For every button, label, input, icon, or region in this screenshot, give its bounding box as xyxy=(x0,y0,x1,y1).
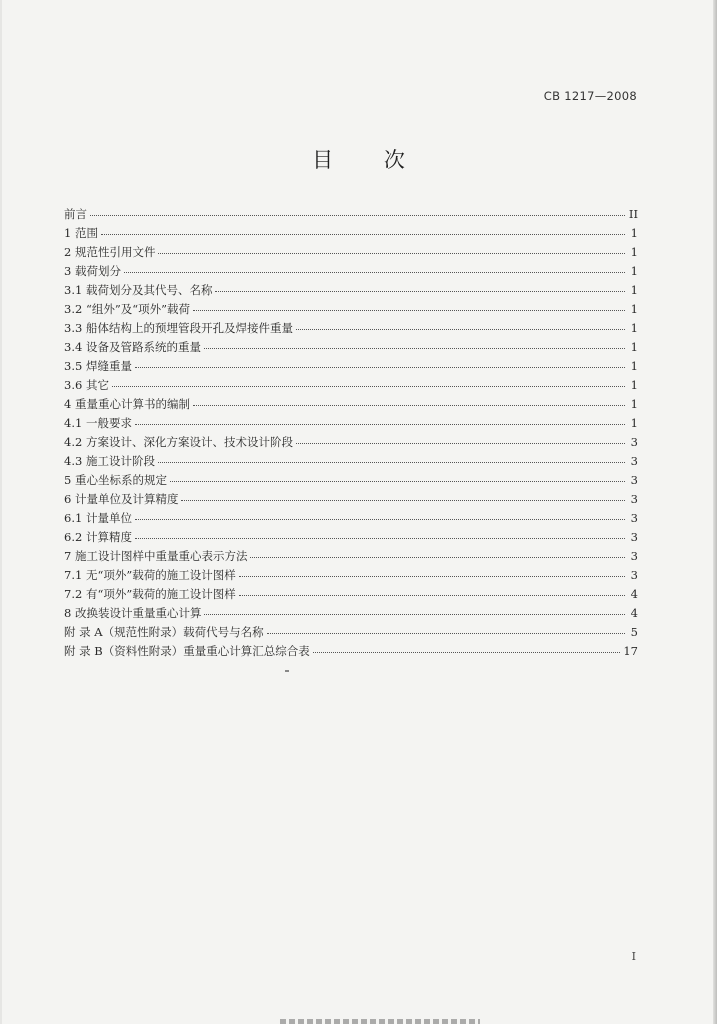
toc-entry-label: 6.2 计算精度 xyxy=(64,530,132,544)
toc-entry xyxy=(64,604,638,623)
toc-entry-label: 3.4 设备及管路系统的重量 xyxy=(64,340,201,354)
toc-entry-page: 4 xyxy=(630,606,638,620)
toc-dot-leader xyxy=(296,443,625,444)
toc-entry-page: 3 xyxy=(630,435,638,449)
toc-entry-page: 1 xyxy=(630,340,638,354)
toc-list xyxy=(64,205,638,661)
toc-entry xyxy=(64,452,638,471)
toc-entry-page: 3 xyxy=(630,492,638,506)
toc-dot-leader xyxy=(313,652,621,653)
toc-entry-page: 1 xyxy=(630,321,638,335)
toc-entry-label: 7.2 有“项外”载荷的施工设计图样 xyxy=(64,587,236,601)
toc-entry-page: 17 xyxy=(623,644,638,658)
standard-number: CB 1217—2008 xyxy=(543,89,637,103)
toc-entry xyxy=(64,509,638,528)
toc-entry-label: 4 重量重心计算书的编制 xyxy=(64,397,190,411)
toc-entry xyxy=(64,490,638,509)
toc-title: 目 次 xyxy=(312,148,427,172)
toc-dot-leader xyxy=(267,633,625,634)
toc-entry-label: 附 录 A（规范性附录）载荷代号与名称 xyxy=(64,625,264,639)
toc-entry-label: 8 改换装设计重量重心计算 xyxy=(64,606,202,620)
toc-entry xyxy=(64,433,638,452)
toc-entry-page: 3 xyxy=(630,511,638,525)
toc-entry-label: 4.1 一般要求 xyxy=(64,416,132,430)
toc-dot-leader xyxy=(158,462,625,463)
toc-dot-leader xyxy=(193,310,625,311)
toc-dot-leader xyxy=(193,405,625,406)
toc-entry-page: 3 xyxy=(630,473,638,487)
toc-entry-page: 1 xyxy=(630,378,638,392)
toc-dot-leader xyxy=(296,329,625,330)
toc-dot-leader xyxy=(204,348,625,349)
toc-entry-page: 1 xyxy=(630,302,638,316)
toc-dot-leader xyxy=(90,215,625,216)
toc-entry xyxy=(64,300,638,319)
toc-dot-leader xyxy=(135,519,625,520)
toc-entry xyxy=(64,528,638,547)
toc-entry-label: 2 规范性引用文件 xyxy=(64,245,156,259)
toc-entry-page: 4 xyxy=(630,587,638,601)
toc-entry xyxy=(64,395,638,414)
toc-entry-page: 3 xyxy=(630,454,638,468)
toc-entry-label: 附 录 B（资料性附录）重量重心计算汇总综合表 xyxy=(64,644,310,658)
toc-dot-leader xyxy=(250,557,625,558)
toc-dot-leader xyxy=(215,291,625,292)
toc-entry-page: 1 xyxy=(630,226,638,240)
toc-dot-leader xyxy=(101,234,625,235)
toc-entry-page: 3 xyxy=(630,549,638,563)
scan-artifact-bottom xyxy=(280,1019,480,1024)
toc-dot-leader xyxy=(158,253,625,254)
toc-entry-page: 3 xyxy=(630,568,638,582)
toc-entry xyxy=(64,262,638,281)
toc-entry xyxy=(64,376,638,395)
toc-dot-leader xyxy=(204,614,625,615)
page-folio: I xyxy=(631,950,636,963)
toc-entry-label: 7 施工设计图样中重量重心表示方法 xyxy=(64,549,248,563)
toc-entry xyxy=(64,281,638,300)
toc-entry-page: 3 xyxy=(630,530,638,544)
toc-entry-page: 5 xyxy=(630,625,638,639)
toc-entry xyxy=(64,357,638,376)
toc-entry xyxy=(64,566,638,585)
toc-entry-label: 3.5 焊缝重量 xyxy=(64,359,132,373)
toc-entry xyxy=(64,224,638,243)
toc-entry xyxy=(64,585,638,604)
toc-entry-page: 1 xyxy=(630,359,638,373)
toc-dot-leader xyxy=(135,538,625,539)
toc-entry xyxy=(64,547,638,566)
toc-entry-page: 1 xyxy=(630,283,638,297)
toc-dot-leader xyxy=(239,576,625,577)
toc-entry-label: 7.1 无“项外”载荷的施工设计图样 xyxy=(64,568,236,582)
toc-entry-page: 1 xyxy=(630,264,638,278)
scan-speck xyxy=(285,670,289,672)
toc-entry-label: 3.3 船体结构上的预埋管段开孔及焊接件重量 xyxy=(64,321,293,335)
toc-entry-label: 6.1 计量单位 xyxy=(64,511,132,525)
toc-dot-leader xyxy=(181,500,625,501)
toc-entry xyxy=(64,623,638,642)
toc-entry xyxy=(64,414,638,433)
toc-dot-leader xyxy=(170,481,625,482)
toc-dot-leader xyxy=(135,424,625,425)
toc-entry-label: 3.2 “组外”及“项外”载荷 xyxy=(64,302,190,316)
toc-entry-label: 5 重心坐标系的规定 xyxy=(64,473,167,487)
toc-entry-label: 3.1 载荷划分及其代号、名称 xyxy=(64,283,213,297)
toc-entry-page: 1 xyxy=(630,416,638,430)
toc-dot-leader xyxy=(135,367,625,368)
toc-entry-label: 4.2 方案设计、深化方案设计、技术设计阶段 xyxy=(64,435,293,449)
toc-entry xyxy=(64,471,638,490)
toc-entry-page: 1 xyxy=(630,397,638,411)
toc-entry-label: 3 载荷划分 xyxy=(64,264,121,278)
toc-dot-leader xyxy=(124,272,625,273)
toc-entry xyxy=(64,205,638,224)
toc-entry-label: 前言 xyxy=(64,207,87,221)
toc-entry xyxy=(64,319,638,338)
toc-entry xyxy=(64,243,638,262)
toc-entry-label: 6 计量单位及计算精度 xyxy=(64,492,179,506)
toc-entry-label: 3.6 其它 xyxy=(64,378,109,392)
toc-entry-label: 1 范围 xyxy=(64,226,98,240)
toc-entry-page: II xyxy=(628,207,638,221)
toc-dot-leader xyxy=(112,386,625,387)
toc-dot-leader xyxy=(239,595,625,596)
toc-entry-page: 1 xyxy=(630,245,638,259)
toc-entry xyxy=(64,642,638,661)
toc-entry xyxy=(64,338,638,357)
toc-entry-label: 4.3 施工设计阶段 xyxy=(64,454,155,468)
